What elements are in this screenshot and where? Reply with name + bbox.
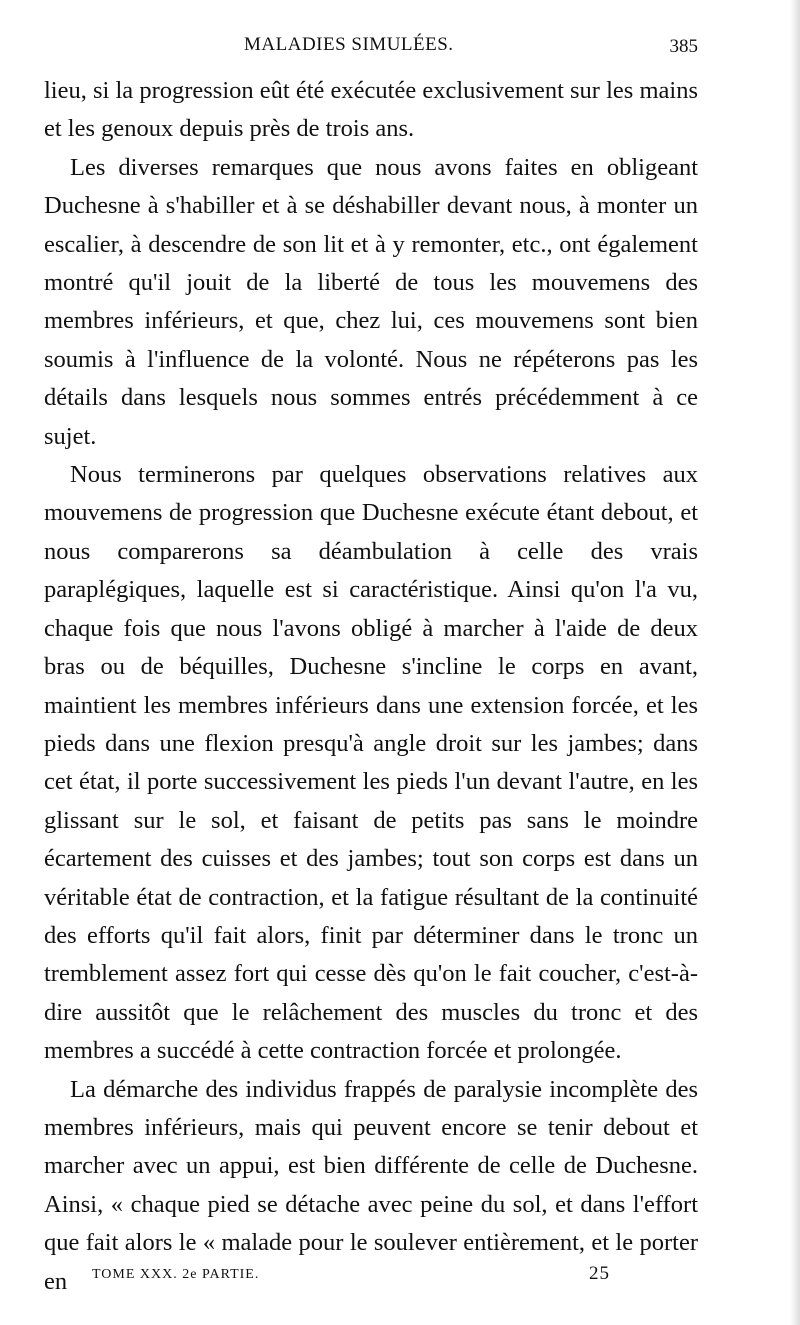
page-header [44,34,698,60]
page-edge-shadow [790,0,800,1325]
paragraph: lieu, si la progression eût été exécutée exclusivement sur les mains et les genoux depuis près de trois ans. [44,77,698,143]
body-text [44,72,698,1301]
paragraph: La démarche des individus frappés de paralysie incomplète des membres inférieurs, mais qui peuvent encore se tenir debout et marcher avec un appui, est bien différente de celle de Duchesne. Ainsi, « chaque pied se détache avec peine du sol, et dans l'effort que fait alors le « malade pour le soulever entièrement, et le porter en [44,1075,698,1295]
paragraph: Nous terminerons par quelques observations relatives aux mouvemens de progression que Duchesne exécute étant debout, et nous comparerons sa déambulation à celle des vrais paraplégiques, laquelle est si caractéristique. Ainsi qu'on l'a vu, chaque fois que nous l'avons obligé à marcher à l'aide de deux bras ou de béquilles, Duchesne s'incline le corps en avant, maintient les membres inférieurs dans une extension forcée, et les pieds dans une flexion presqu'à angle droit sur les jambes; dans cet état, il porte successivement les pieds l'un devant l'autre, en les glissant sur le sol, et faisant de petits pas sans le moindre écartement des cuisses et des jambes; tout son corps est dans un véritable état de contraction, et la fatigue résultant de la continuité des efforts qu'il fait alors, finit par déterminer dans le tronc un tremblement assez fort qui cesse dès qu'on le fait coucher, c'est-à-dire aussitôt que le relâchement des muscles du tronc et des membres a succédé à cette contraction forcée et prolongée. [44,461,698,1065]
page-number: 385 [669,36,698,57]
running-head: MALADIES SIMULÉES. [244,34,454,55]
signature-line: TOME XXX. 2e PARTIE. [92,1267,260,1282]
signature-mark: 25 [589,1263,610,1284]
page-footer [92,1263,610,1287]
paragraph: Les diverses remarques que nous avons faites en obligeant Duchesne à s'habiller et à se déshabiller devant nous, à monter un escalier, à descendre de son lit et à y remonter, etc., ont également montré qu'il jouit de la liberté de tous les mouvemens des membres inférieurs, et que, chez lui, ces mouvemens sont bien soumis à l'influence de la volonté. Nous ne répéterons pas les détails dans lesquels nous sommes entrés précédemment à ce sujet. [44,153,698,450]
